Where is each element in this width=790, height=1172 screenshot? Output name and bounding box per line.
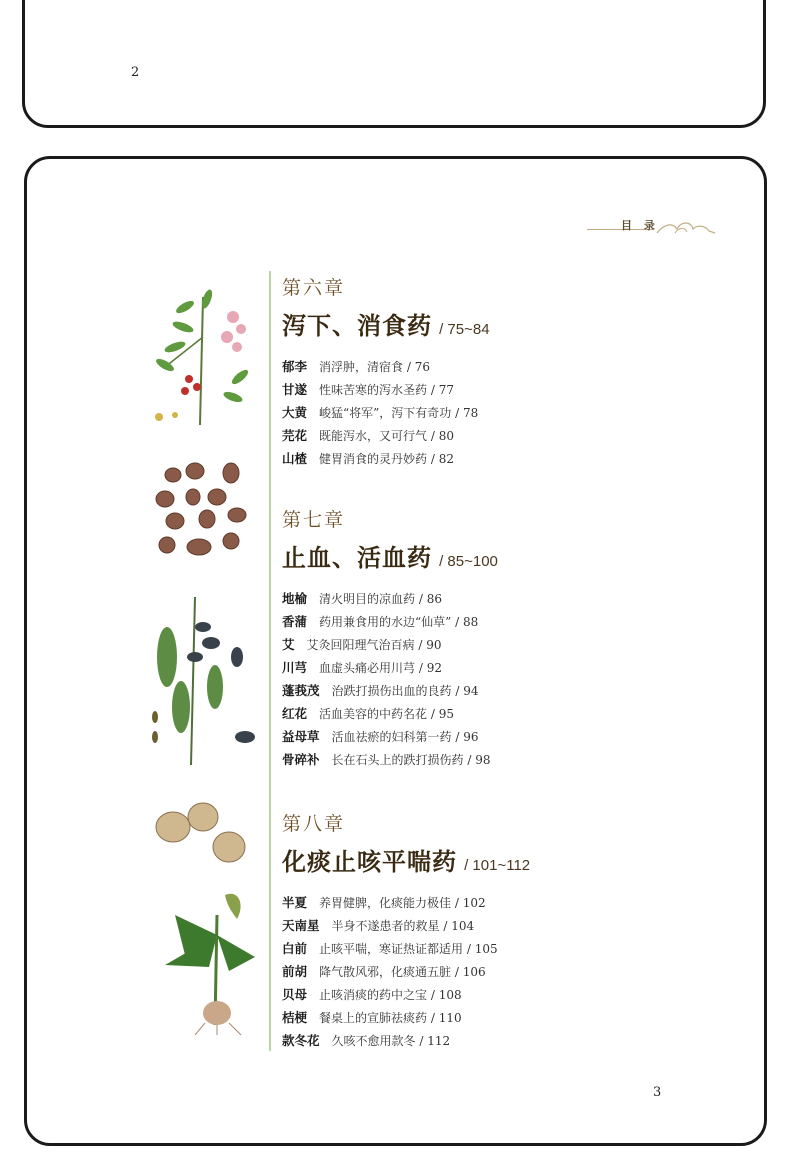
- toc-entry[interactable]: [282, 656, 498, 679]
- entry-desc: 血虚头痛必用川芎 / 92: [319, 661, 442, 675]
- entry-name: 艾: [282, 637, 295, 652]
- entry-name: 川芎: [282, 660, 308, 675]
- entry-desc: 治跌打损伤出血的良药 / 94: [331, 684, 479, 698]
- toc-entry[interactable]: [282, 914, 530, 937]
- entry-desc: 止咳平喘，寒证热证都适用 / 105: [319, 942, 498, 956]
- entry-name: 前胡: [282, 964, 308, 979]
- cloud-ornament-icon: [655, 219, 717, 237]
- entry-desc: 药用兼食用的水边“仙草” / 88: [319, 615, 479, 629]
- chapter-7: [282, 505, 498, 771]
- toc-entry[interactable]: [282, 679, 498, 702]
- entry-desc: 消浮肿，清宿食 / 76: [319, 360, 430, 374]
- chapter-title: 泻下、消食药: [282, 311, 432, 340]
- chapter-label: 第七章: [282, 509, 346, 531]
- entry-desc: 止咳消痰的药中之宝 / 108: [319, 988, 462, 1002]
- chapter-title: 止血、活血药: [282, 543, 432, 572]
- chapter-title: 化痰止咳平喘药: [282, 847, 457, 876]
- toc-entry[interactable]: [282, 610, 498, 633]
- entry-desc: 降气散风邪，化痰通五脏 / 106: [319, 965, 486, 979]
- entry-name: 地榆: [282, 591, 308, 606]
- entry-name: 桔梗: [282, 1010, 308, 1025]
- tiannanxing-plant-illustration: [145, 875, 261, 1035]
- toc-entry[interactable]: [282, 702, 498, 725]
- entry-desc: 峻猛“将军”，泻下有奇功 / 78: [319, 406, 479, 420]
- toc-entry[interactable]: [282, 587, 498, 610]
- entry-name: 款冬花: [282, 1033, 320, 1048]
- entry-name: 白前: [282, 941, 308, 956]
- entry-name: 天南星: [282, 918, 320, 933]
- entry-desc: 性味苦寒的泻水圣药 / 77: [319, 383, 454, 397]
- entry-name: 郁李: [282, 359, 308, 374]
- entry-desc: 长在石头上的跌打损伤药 / 98: [331, 753, 491, 767]
- toc-entry[interactable]: [282, 748, 498, 771]
- toc-entry[interactable]: [282, 378, 490, 401]
- entry-name: 益母草: [282, 729, 320, 744]
- entry-name: 蓬莪茂: [282, 683, 320, 698]
- entry-name: 大黄: [282, 405, 308, 420]
- chapter-page-range: / 85~100: [439, 553, 498, 570]
- entry-name: 山楂: [282, 451, 308, 466]
- banxia-tuber-illustration: [145, 795, 251, 875]
- green-divider-rule: [269, 271, 271, 1051]
- yuli-plant-illustration: [145, 277, 255, 427]
- toc-header: [587, 215, 717, 239]
- entry-desc: 清火明目的凉血药 / 86: [319, 592, 442, 606]
- diyu-plant-illustration: [145, 587, 257, 767]
- entry-name: 贝母: [282, 987, 308, 1002]
- toc-entry[interactable]: [282, 633, 498, 656]
- entry-desc: 活血美容的中药名花 / 95: [319, 707, 454, 721]
- entry-desc: 餐桌上的宣肺祛痰药 / 110: [319, 1011, 462, 1025]
- entry-name: 红花: [282, 706, 308, 721]
- chapter-title-row: [282, 539, 498, 577]
- entry-name: 甘遂: [282, 382, 308, 397]
- chapter-label: 第六章: [282, 277, 346, 299]
- chapter-label: 第八章: [282, 813, 346, 835]
- toc-entry[interactable]: [282, 355, 490, 378]
- entry-desc: 艾灸回阳理气治百病 / 90: [306, 638, 442, 652]
- shanzha-slices-illustration: [145, 457, 255, 567]
- entry-desc: 久咳不愈用款冬 / 112: [331, 1034, 451, 1048]
- chapter-title-row: [282, 307, 490, 345]
- entry-name: 骨碎补: [282, 752, 320, 767]
- entry-name: 香蒲: [282, 614, 308, 629]
- chapter-8: [282, 809, 530, 1052]
- chapter-title-row: [282, 843, 530, 881]
- toc-entry[interactable]: [282, 1006, 530, 1029]
- entry-desc: 活血祛瘀的妇科第一药 / 96: [331, 730, 479, 744]
- toc-entry[interactable]: [282, 983, 530, 1006]
- chapter-page-range: / 101~112: [464, 857, 531, 874]
- chapter-page-range: / 75~84: [439, 321, 490, 338]
- toc-entry[interactable]: [282, 1029, 530, 1052]
- toc-entry[interactable]: [282, 447, 490, 470]
- toc-entry[interactable]: [282, 401, 490, 424]
- toc-entry[interactable]: [282, 960, 530, 983]
- toc-entry[interactable]: [282, 424, 490, 447]
- entry-desc: 既能泻水，又可行气 / 80: [319, 429, 454, 443]
- toc-page: [24, 156, 767, 1146]
- entry-name: 芫花: [282, 428, 308, 443]
- entry-desc: 养胃健脾，化痰能力极佳 / 102: [319, 896, 486, 910]
- toc-entry[interactable]: [282, 891, 530, 914]
- toc-entry[interactable]: [282, 725, 498, 748]
- entry-desc: 半身不遂患者的救星 / 104: [331, 919, 475, 933]
- page-number: 3: [653, 1085, 662, 1100]
- page-number: 2: [131, 65, 140, 80]
- chapter-6: [282, 273, 490, 470]
- entry-desc: 健胃消食的灵丹妙药 / 82: [319, 452, 454, 466]
- previous-page: [22, 0, 766, 128]
- toc-header-label: 目 录: [621, 219, 659, 232]
- toc-entry[interactable]: [282, 937, 530, 960]
- entry-name: 半夏: [282, 895, 308, 910]
